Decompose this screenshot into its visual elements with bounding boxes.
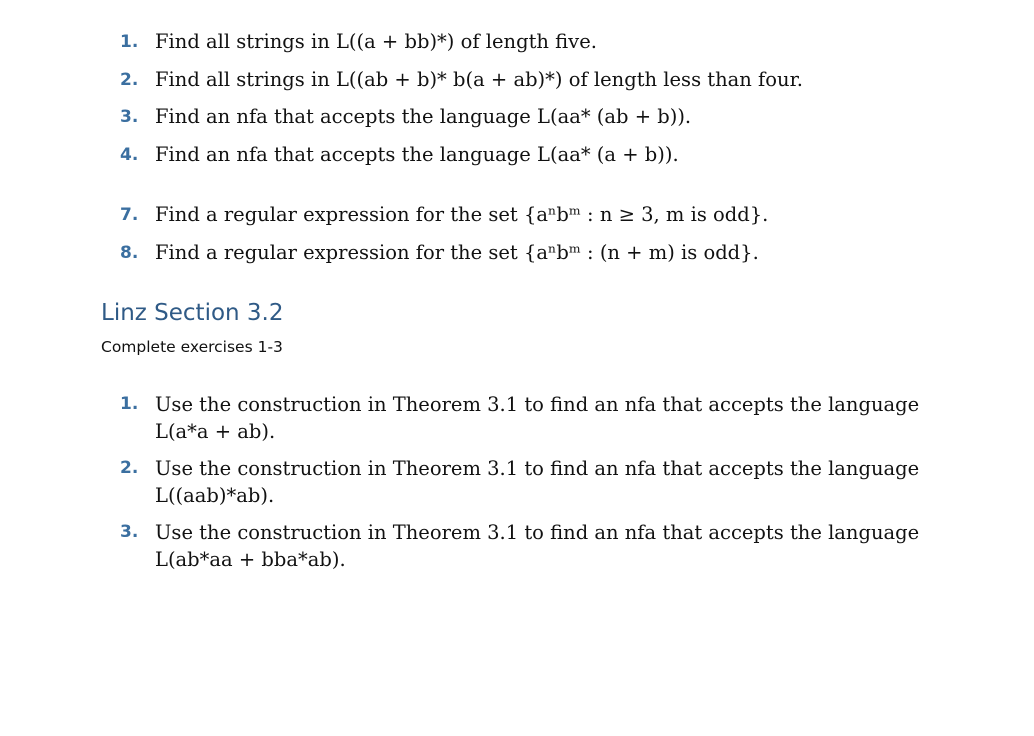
exercise-number: 1. bbox=[120, 32, 139, 52]
exercise-expression: L(ab*aa + bba*ab). bbox=[155, 548, 346, 571]
section-heading: Linz Section 3.2 bbox=[101, 300, 284, 326]
exercise-number: 1. bbox=[120, 394, 139, 414]
exercise-list-top bbox=[120, 28, 803, 179]
exercise-number: 8. bbox=[120, 242, 139, 263]
exercise-text: Use the construction in Theorem 3.1 to find an nfa that accepts the language bbox=[155, 521, 920, 544]
exercise-number: 4. bbox=[120, 145, 139, 166]
exercise-number: 3. bbox=[120, 522, 139, 542]
exercise-item bbox=[120, 28, 803, 56]
exercise-text: Find an nfa that accepts the language L(aa* (ab + b)). bbox=[155, 105, 692, 129]
exercise-item bbox=[120, 455, 919, 509]
exercise-item bbox=[120, 66, 803, 94]
exercise-item bbox=[120, 519, 919, 573]
exercise-text: Find all strings in L((ab + b)* b(a + ab)*) of length less than four. bbox=[155, 67, 803, 91]
exercise-number: 2. bbox=[120, 69, 139, 90]
exercise-text: Find a regular expression for the set {aⁿbᵐ : n ≥ 3, m is odd}. bbox=[155, 203, 769, 226]
exercise-item bbox=[120, 391, 919, 445]
exercise-item bbox=[120, 141, 803, 169]
exercise-text: Use the construction in Theorem 3.1 to find an nfa that accepts the language bbox=[155, 393, 920, 416]
exercise-number: 7. bbox=[120, 205, 139, 225]
exercise-text: Find all strings in L((a + bb)*) of length five. bbox=[155, 30, 597, 53]
exercise-number: 3. bbox=[120, 107, 139, 128]
exercise-item bbox=[120, 201, 768, 229]
exercise-expression: L((aab)*ab). bbox=[155, 484, 275, 507]
exercise-text: Use the construction in Theorem 3.1 to find an nfa that accepts the language bbox=[155, 457, 920, 480]
exercise-text: Find an nfa that accepts the language L(aa* (a + b)). bbox=[155, 143, 679, 167]
exercise-item bbox=[120, 239, 768, 267]
exercise-list-section bbox=[120, 391, 919, 583]
exercise-text: Find a regular expression for the set {aⁿbᵐ : (n + m) is odd}. bbox=[155, 240, 759, 264]
exercise-list-middle bbox=[120, 201, 768, 276]
section-subheading: Complete exercises 1-3 bbox=[101, 338, 283, 356]
exercise-expression: L(a*a + ab). bbox=[155, 420, 276, 443]
exercise-number: 2. bbox=[120, 458, 139, 478]
exercise-item bbox=[120, 103, 803, 131]
